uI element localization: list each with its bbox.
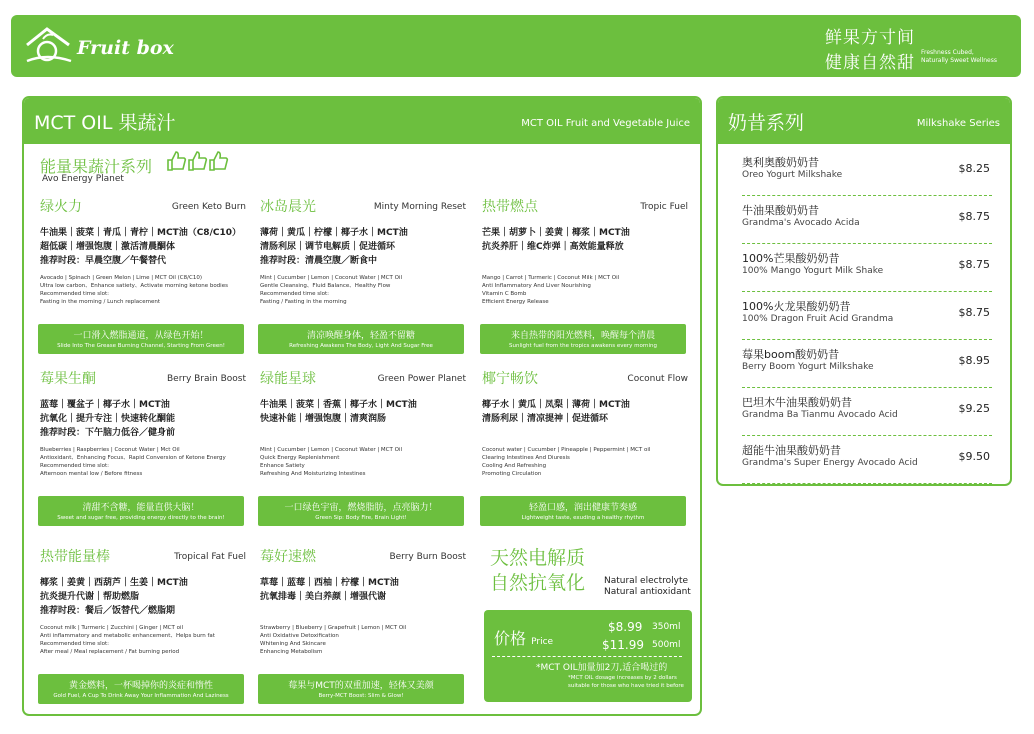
milkshake-name: 牛油果酸奶奶昔 (742, 204, 819, 217)
mct-series-label: 系列 (969, 690, 996, 705)
milkshake-item[interactable] (742, 246, 992, 292)
juice-tagline: 轻盈口感，润出健康节奏感 (528, 503, 637, 513)
juice-ingredients: 椰子水｜黄瓜｜凤梨｜薄荷｜MCT油 清肠利尿｜清凉提神｜促进循环 (482, 400, 630, 424)
juice-ingredients: 牛油果｜菠菜｜香蕉｜椰子水｜MCT油 快速补能｜增强饱腹｜清爽润肠 (260, 400, 417, 424)
juice-description-en: Mango | Carrot | Turmeric | Coconut Milk | MCT Oil Anti Inflammatory And Liver Nourishing Vitamin C Bomb Efficient Energy Release (482, 275, 620, 305)
house-fruit-icon (23, 23, 75, 69)
mct-title: MCT OIL 果蔬汁 (34, 112, 176, 134)
juice-description-en: Avocado | Spinach | Green Melon | Lime | MCT Oil (C8/C10) Ultra low carbon、Enhance satiety、Activate morning ketone bodies Recommended time slot: Fasting in the morning / Lunch replacement (40, 275, 228, 305)
juice-item[interactable] (40, 196, 246, 388)
juice-description-en: Mint | Cucumber | Lemon | Coconut Water | MCT Oil Gentle Cleansing、Fluid Balance、Healthy Flow Recommended time slot: Fasting / Fasting in the morning (260, 275, 403, 305)
juice-tagline-en: Gold Fuel, A Cup To Drink Away Your Inflammation And Laziness (53, 693, 229, 699)
milkshake-item[interactable] (742, 390, 992, 436)
milkshake-name: 巴坦木牛油果酸奶奶昔 (742, 396, 852, 409)
info-brand-name: Fruit box (760, 519, 822, 533)
header-banner (11, 15, 1021, 77)
milkshake-name: 莓果boom酸奶奶昔 (742, 348, 840, 361)
juice-tagline: 一口滑入燃脂通道，从绿色开始！ (73, 331, 209, 341)
milkshake-name: 奥利奥酸奶奶昔 (742, 156, 819, 169)
juice-name-en: Green Power Planet (377, 374, 466, 384)
juice-name-en: Berry Burn Boost (389, 552, 466, 562)
mct-info-panel (716, 496, 1012, 716)
info-text-en: MCT, also known as MEDIUM-CHAIN TRIGLYCERIDES, is a natural fat found in coconut oil and palm kernel oil MCT OIL is a purified form The main components are: • C8 (octanoic acid) • C10 (decanoic acid) These two types of fatty acids are more easily absorbed and utilized by the body than long-chain fatty acids (728, 618, 952, 662)
milkshake-item[interactable] (742, 150, 992, 196)
milkshake-price: $8.75 (958, 306, 990, 319)
volume-large: 500ml (652, 640, 681, 650)
juice-name: 热带燃点 (482, 199, 538, 215)
section-subtitle: Avo Energy Planet (42, 174, 124, 184)
juice-tagline-banner (38, 496, 244, 526)
house-fruit-icon (726, 510, 760, 540)
milkshake-name-en: Grandma's Super Energy Avocado Acid (742, 458, 918, 468)
mct-heading: MCT (732, 676, 780, 701)
milkshake-name-en: 100% Dragon Fruit Acid Grandma (742, 314, 894, 324)
juice-item[interactable] (260, 368, 466, 560)
juice-description-en: Strawberry | Blueberry | Grapefruit | Lemon | MCT Oil Anti Oxidative Detoxification Whitening And Skincare Enhancing Metabolism (260, 625, 407, 655)
natural-line-1: 天然电解质 (490, 547, 586, 569)
juice-tagline: 清凉唤醒身体，轻盈不留糖 (306, 331, 415, 341)
juice-name-en: Tropic Fuel (640, 202, 688, 212)
milkshake-item[interactable] (742, 342, 992, 388)
natural-badge (490, 546, 585, 596)
milkshake-price: $8.75 (958, 210, 990, 223)
juice-tagline-en: Lightweight taste, exuding a healthy rhythm (521, 515, 645, 521)
milkshake-price: $8.25 (958, 162, 990, 175)
price-label (494, 626, 553, 649)
juice-ingredients: 薄荷｜黄瓜｜柠檬｜椰子水｜MCT油 清肠利尿｜调节电解质｜促进循环 推荐时段：清晨空腹／断食中 (260, 228, 408, 266)
juice-tagline-banner (38, 324, 244, 354)
juice-tagline-banner (480, 496, 686, 526)
juice-description-en: Coconut water | Cucumber | Pineapple | Peppermint | MCT oil Clearing Intestines And Diuresis Cooling And Refreshing Promoting Circulation (482, 447, 651, 477)
juice-name: 绿火力 (40, 199, 82, 215)
juice-ingredients: 蓝莓｜覆盆子｜椰子水｜MCT油 抗氧化｜提升专注｜快速转化酮能 推荐时段：下午脑力低谷／健身前 (40, 400, 176, 438)
milkshake-item[interactable] (742, 438, 992, 484)
milkshake-panel-header (718, 98, 1010, 144)
juice-ingredients: 芒果｜胡萝卜｜姜黄｜椰浆｜MCT油 抗炎养肝｜维C炸弹｜高效能量释放 (482, 228, 630, 252)
juice-name: 冰岛晨光 (260, 199, 316, 215)
natural-line-2: 自然抗氧化 (490, 572, 586, 594)
juice-tagline-en: Sweet and sugar free, providing energy directly to the brain! (57, 515, 225, 521)
juice-name-en: Tropical Fat Fuel (174, 552, 246, 562)
juice-tagline-banner (258, 324, 464, 354)
milkshake-price: $8.95 (958, 354, 990, 367)
slogan-en: Freshness Cubed, Naturally Sweet Wellness (921, 49, 997, 64)
info-text-cn: MCT全称是MEDIUM-CHAIN TRIGLYCERIDES（中链甘油三酯），是 一种天然存在于椰子油和棕榈仁油中的脂肪 MCT OIL 是经过提纯的形式 主要成分为：•C8（辛酸）•C10（癸酸） 这两种脂肪酸比长链脂肪酸更容易被身体吸收和利用 (728, 546, 941, 608)
juice-tagline-en: Slide Into The Grease Burning Channel, Starting From Green! (57, 343, 225, 349)
juice-tagline-en: Sunlight fuel from the tropics awakens every morning (508, 343, 657, 349)
juice-name: 绿能星球 (260, 371, 316, 387)
juice-ingredients: 椰浆｜姜黄｜西葫芦｜生姜｜MCT油 抗炎提升代谢｜帮助燃脂 推荐时段：餐后／饭替代／燃脂期 (40, 578, 188, 616)
natural-en: Natural electrolyte Natural antioxidant (604, 576, 691, 597)
juice-tagline-en: Green Sip: Body Fire, Brain Light! (315, 515, 407, 521)
juice-name: 莓好速燃 (260, 549, 316, 565)
thumbs-up-icon (166, 150, 230, 172)
price-large: $11.99 (602, 638, 644, 652)
milkshake-title-en: Milkshake Series (916, 118, 1000, 129)
price-divider (492, 656, 682, 657)
juice-name: 椰宁畅饮 (482, 371, 538, 387)
juice-item[interactable] (260, 546, 466, 716)
brand-name: Fruit box (77, 37, 174, 59)
milkshake-name-en: Grandma Ba Tianmu Avocado Acid (742, 410, 898, 420)
juice-item[interactable] (482, 368, 688, 560)
milkshake-price: $9.50 (958, 450, 990, 463)
juice-description-en: Coconut milk | Turmeric | Zucchini | Ginger | MCT oil Anti inflammatory and metabolic enhancement、Helps burn fat Recommended time slot: After meal / Meal replacement / Fat burning period (40, 625, 215, 655)
juice-item[interactable] (40, 368, 246, 560)
milkshake-panel (716, 96, 1012, 486)
price-small: $8.99 (608, 620, 643, 634)
slogan (825, 23, 1007, 73)
juice-name-en: Coconut Flow (627, 374, 688, 384)
juice-ingredients: 牛油果｜菠菜｜青瓜｜青柠｜MCT油（C8/C10） 超低碳｜增强饱腹｜激活清晨酮体 推荐时段：早晨空腹／午餐替代 (40, 228, 241, 266)
milkshake-item[interactable] (742, 198, 992, 244)
mct-panel-header (24, 98, 700, 144)
juice-name: 热带能量棒 (40, 549, 110, 565)
milkshake-name-en: 100% Mango Yogurt Milk Shake (742, 266, 884, 276)
price-label-cn: 价格 (494, 629, 527, 648)
juice-tagline: 一口绿色宇宙，燃烧脂肪，点亮脑力！ (284, 503, 438, 513)
milkshake-name-en: Grandma's Avocado Acida (742, 218, 860, 228)
milkshake-name-en: Berry Boom Yogurt Milkshake (742, 362, 874, 372)
juice-tagline-banner (258, 496, 464, 526)
juice-ingredients: 草莓｜蓝莓｜西柚｜柠檬｜MCT油 抗氧排毒｜美白养颜｜增强代谢 (260, 578, 399, 602)
mct-title-en: MCT OIL Fruit and Vegetable Juice (521, 118, 690, 129)
price-note-en: *MCT OIL dosage increases by 2 dollars suitable for those who have tried it before (568, 675, 684, 689)
milkshake-price: $8.75 (958, 258, 990, 271)
juice-item[interactable] (260, 196, 466, 388)
juice-description-en: Mint | Cucumber | Lemon | Coconut Water | MCT Oil Quick Energy Replenishment Enhance Satiety Refreshing And Moisturizing Intestines (260, 447, 403, 477)
juice-item[interactable] (40, 546, 246, 716)
milkshake-title: 奶昔系列 (728, 112, 805, 134)
milkshake-price: $9.25 (958, 402, 990, 415)
juice-name-en: Green Keto Burn (171, 202, 246, 212)
juice-tagline-banner (480, 324, 686, 354)
juice-tagline-banner (38, 674, 244, 704)
milkshake-name: 100%火龙果酸奶奶昔 (742, 300, 851, 313)
info-logo (726, 510, 846, 540)
juice-name-en: Minty Morning Reset (373, 202, 466, 212)
volume-small: 350ml (652, 622, 681, 632)
juice-name: 莓果生酮 (40, 371, 96, 387)
slogan-line-2: 健康自然甜 (825, 53, 915, 73)
milkshake-item[interactable] (742, 294, 992, 340)
juice-tagline: 来自热带的阳光燃料，唤醒每个清晨 (510, 331, 655, 341)
juice-tagline-en: Refreshing Awakens The Body, Light And Sugar Free (289, 343, 433, 349)
price-note-cn: *MCT OIL加量加2刀,适合喝过的 (536, 663, 668, 673)
section-title: 能量果蔬汁系列 (40, 157, 153, 176)
milkshake-name: 100%芒果酸奶奶昔 (742, 252, 840, 265)
milkshake-name: 超能牛油果酸奶奶昔 (742, 444, 841, 457)
juice-tagline-en: Berry-MCT Boost: Slim & Glow! (318, 693, 404, 699)
slogan-line-1: 鲜果方寸间 (825, 28, 915, 48)
mct-juice-panel (22, 96, 702, 716)
juice-name-en: Berry Brain Boost (166, 374, 246, 384)
juice-tagline-banner (258, 674, 464, 704)
juice-tagline: 黄金燃料，一杯喝掉你的炎症和惰性 (68, 681, 213, 691)
juice-description-en: Blueberries | Raspberries | Coconut Water | Mct Oil Antioxidant、Enhancing Focus、Rapid Conversion of Ketone Energy Recommended time slot: Afternoon mental low / Before fitness (40, 447, 226, 477)
price-box (484, 610, 692, 702)
juice-item[interactable] (482, 196, 688, 388)
brand-logo[interactable] (23, 23, 223, 69)
price-label-en: Price (531, 637, 554, 647)
juice-tagline: 莓果与MCT的双重加速，轻体又美颜 (288, 681, 434, 691)
juice-tagline: 清甜不含糖，能量直供大脑！ (82, 503, 200, 513)
milkshake-name-en: Oreo Yogurt Milkshake (742, 170, 843, 180)
